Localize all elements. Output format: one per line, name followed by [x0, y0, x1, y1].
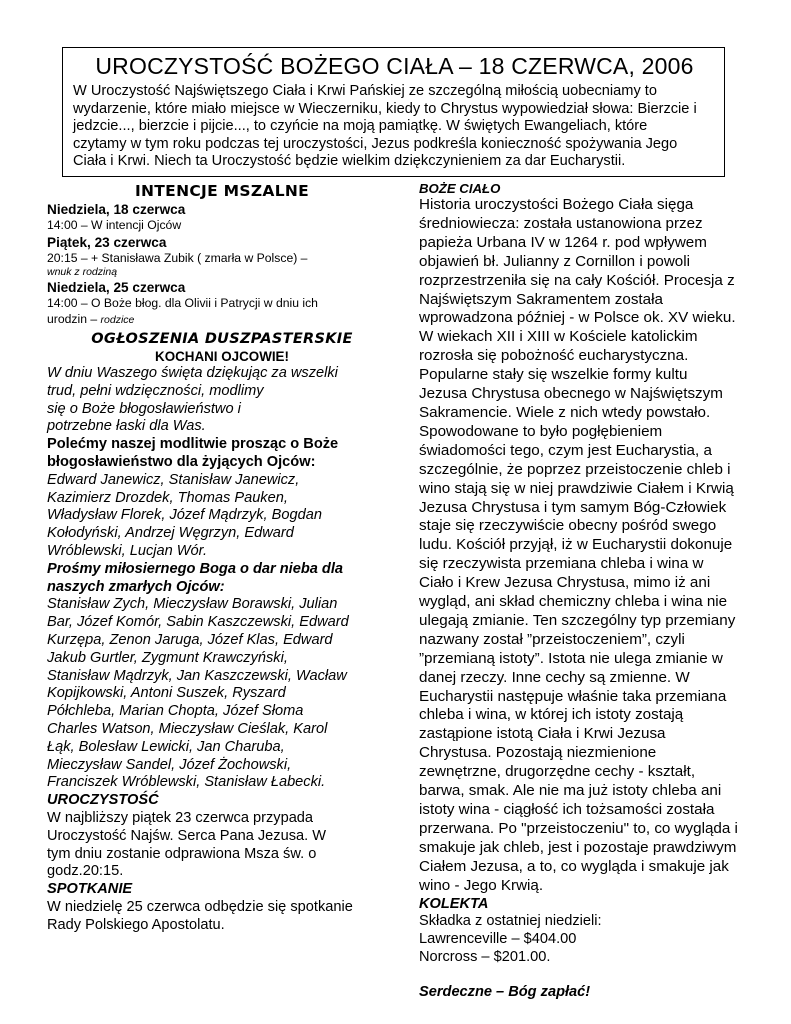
header-box: [62, 47, 725, 177]
text-line: Ciało i Krew Jezusa Chrystusa, mimo iż ani: [419, 574, 711, 592]
text-line: Sakramencie. Wiele z nich wtedy powstało.: [419, 403, 711, 421]
text-line: istoty wina - ciągłość ich tożsamości została: [419, 801, 715, 818]
header-line: W Uroczystość Najświętszego Ciała i Krwi Pańskiej ze szczególną miłością uobecniamy to: [73, 83, 657, 99]
announcements-greeting: KOCHANI OJCOWIE!: [155, 349, 289, 364]
text-line: W najbliższy piątek 23 czerwca przypada: [47, 809, 314, 826]
text-line: Franciszek Wróblewski, Stanisław Łabecki.: [47, 774, 326, 791]
meeting-text: [47, 899, 397, 935]
text-line: rozprzestrzeniła się na cały Kościół. Procesja z: [419, 271, 735, 289]
text-line: Władysław Florek, Józef Mądrzyk, Bogdan: [47, 507, 322, 524]
right-column: [419, 181, 739, 1002]
text-line: Chrystusa. Pozostają niezmienione: [419, 744, 657, 762]
intention-entry: 20:15 – + Stanisława Zubik ( zmarła w Polsce) –: [47, 250, 308, 265]
text-line: Prośmy miłosiernego Boga o dar nieba dla: [47, 560, 344, 577]
intention-entry-text: urodzin –: [47, 311, 98, 326]
collection-thanks: Serdeczne – Bóg zapłać!: [419, 983, 591, 1000]
text-line: Mieczysław Sandel, Józef Żochowski,: [47, 756, 292, 773]
collection-text: [419, 913, 739, 966]
text-line: naszych zmarłych Ojców:: [47, 578, 225, 595]
text-line: Rady Polskiego Apostolatu.: [47, 916, 225, 933]
spacer: [419, 967, 739, 984]
solemnity-title: UROCZYSTOŚĆ: [47, 792, 159, 809]
text-line: Kopijkowski, Antoni Suszek, Ryszard: [47, 685, 286, 702]
text-line: barwa, smak. Ale nie ma już istoty chleba ani: [419, 782, 722, 800]
text-line: Lawrenceville – $404.00: [419, 931, 577, 948]
text-line: ulegają zmianie. Ten szczególny typ przemiany: [419, 611, 736, 629]
text-line: Kurzępa, Zenon Jaruga, Józef Klas, Edward: [47, 631, 333, 648]
text-line: Jezusa Chrystusa i tym samym Bóg-Człowiek: [419, 498, 727, 516]
header-line: czytamy w tym roku podczas tej uroczystości, Jezus podkreśla konieczność spożywania Jego: [73, 135, 678, 152]
text-line: Spowodowane to było pogłębieniem: [419, 422, 663, 440]
announcements-wish: [47, 365, 397, 436]
text-line: błogosławieństwo dla żyjących Ojców:: [47, 453, 316, 470]
text-line: papieża Urbana IV w 1264 r. pod wpływem: [419, 233, 707, 251]
text-line: wino stają się w niej prawdziwie Ciałem i Krwią: [419, 479, 734, 497]
text-line: objawień bł. Julianny z Cornillon i powoli: [419, 252, 690, 270]
page-title: UROCZYSTOŚĆ BOŻEGO CIAŁA – 18 CZERWCA, 2006: [95, 53, 694, 79]
intentions-list: [47, 201, 397, 327]
text-line: Eucharystii następuje właśnie taka przemiana: [419, 687, 727, 705]
text-line: Edward Janewicz, Stanisław Janewicz,: [47, 471, 300, 488]
text-line: W dniu Waszego święta dziękując za wszelki: [47, 365, 338, 381]
text-line: W niedzielę 25 czerwca odbędzie się spotkanie: [47, 898, 353, 915]
text-line: Składka z ostatniej niedzieli:: [419, 913, 602, 930]
announcements-title: OGŁOSZENIA DUSZPASTERSKIE: [91, 331, 353, 347]
text-line: tym dniu zostanie odprawiona Msza św. o: [47, 845, 317, 862]
text-line: szczególnie, że poprzez przeistoczenie chleb i: [419, 460, 731, 478]
text-line: Stanisław Zych, Mieczysław Borawski, Julian: [47, 596, 338, 613]
text-line: Ciałem Jezusa, a to, co wygląda i smakuje jak: [419, 857, 729, 875]
header-line: Ciała i Krwi. Niech ta Uroczystość będzie wielkim dziękczynieniem za dar Eucharystii.: [73, 153, 626, 170]
text-line: staje się rzeczywiście obecny pośród swego: [419, 517, 717, 535]
intention-entry: 14:00 – W intencji Ojców: [47, 218, 182, 232]
intention-entry: 14:00 – O Boże błog. dla Olivii i Patrycji w dniu ich: [47, 296, 318, 310]
intention-date: Niedziela, 25 czerwca: [47, 280, 186, 295]
header-line: wydarzenie, które miało miejsce w Wieczerniku, kiedy to Chrystus wypowiedział słowa: Bierzcie i: [73, 100, 697, 117]
text-line: ludu. Kościół przyjął, iż w Eucharystii dokonuje: [419, 536, 733, 554]
collection-title: KOLEKTA: [419, 895, 489, 912]
text-line: Popularne stały się wszelkie formy kultu: [419, 366, 688, 384]
text-line: Polećmy naszej modlitwie prosząc o Boże: [47, 436, 339, 453]
text-line: zastąpione istotą Ciała i Krwi Jezusa: [419, 725, 666, 743]
solemnity-text: [47, 810, 397, 881]
text-line: chleba i wina, w której ich istoty zostają: [419, 706, 684, 724]
text-line: Stanisław Mądrzyk, Jan Kaszczewski, Wacław: [47, 667, 347, 684]
text-line: wino - Jego Krwią.: [419, 876, 544, 894]
intentions-title: INTENCJE MSZALNE: [134, 182, 310, 200]
text-line: Jakub Gurtler, Zygmunt Krawczyński,: [47, 649, 288, 666]
intention-note: wnuk z rodziną: [47, 266, 118, 278]
left-column: [47, 182, 397, 935]
intention-date: Niedziela, 18 czerwca: [47, 202, 186, 217]
corpus-christi-title: BOŻE CIAŁO: [419, 181, 501, 196]
intention-entry-cont: [47, 312, 397, 328]
text-line: smakuje jak chleb, jest i pozostaje prawdziwym: [419, 838, 737, 856]
text-line: potrzebne łaski dla Was.: [47, 418, 206, 435]
text-line: Uroczystość Najśw. Serca Pana Jezusa. W: [47, 827, 326, 844]
deceased-fathers-names: [47, 596, 397, 792]
text-line: Kołodyński, Andrzej Węgrzyn, Edward: [47, 525, 294, 542]
text-line: Charles Watson, Mieczysław Cieślak, Karol: [47, 720, 328, 737]
text-line: świadomości tego, czym jest Eucharystia, a: [419, 441, 712, 459]
text-line: W wiekach XII i XIII w Kościele katolickim: [419, 328, 698, 346]
living-fathers-heading: [47, 436, 397, 472]
header-line: jedzcie..., bierzcie i pijcie..., to czyńcie na moją pamiątkę. W świętych Ewangeliach, które: [73, 118, 648, 135]
living-fathers-names: [47, 472, 397, 561]
text-line: rozrosła się pobożność eucharystyczna.: [419, 347, 689, 365]
text-line: wygląd, ani skład chemiczny chleba i wina nie: [419, 593, 728, 611]
text-line: Łąk, Bolesław Lewicki, Jan Charuba,: [47, 738, 285, 755]
meeting-title: SPOTKANIE: [47, 881, 133, 898]
text-line: Bar, Józef Komór, Sabin Kaszczewski, Edward: [47, 614, 349, 631]
text-line: danej rzeczy. Inne cechy są zmienne. W: [419, 668, 690, 686]
text-line: Wróblewski, Lucjan Wór.: [47, 542, 208, 559]
text-line: Historia uroczystości Bożego Ciała sięga: [419, 196, 694, 213]
text-line: ”przemianą istoty”. Istota nie ulega zmianie w: [419, 649, 723, 667]
text-line: wprowadzona później - w Polsce ok. XV wieku.: [419, 309, 736, 327]
corpus-christi-text: [419, 196, 739, 896]
text-line: godz.20:15.: [47, 863, 124, 880]
text-line: Kazimierz Drozdek, Thomas Pauken,: [47, 489, 288, 506]
text-line: Najświętszym Sakramentem została: [419, 290, 663, 308]
intention-note: rodzice: [100, 313, 135, 326]
intention-date: Piątek, 23 czerwca: [47, 234, 167, 250]
text-line: Półchleba, Marian Chopta, Józef Słoma: [47, 703, 304, 720]
text-line: nazwany został ”przeistoczeniem”, czyli: [419, 630, 685, 648]
header-intro: [73, 83, 716, 171]
text-line: trud, pełni wdzięczności, modlimy: [47, 382, 264, 399]
text-line: się rzeczywista przemiana chleba i wina w: [419, 555, 704, 573]
text-line: Norcross – $201.00.: [419, 948, 551, 965]
text-line: zewnętrzne, drugorzędne cechy - kształt,: [419, 763, 696, 781]
text-line: Jezusa Chrystusa obecnego w Najświętszym: [419, 385, 723, 403]
text-line: średniowiecza: została ustanowiona przez: [419, 214, 703, 232]
deceased-fathers-heading: [47, 561, 397, 597]
text-line: przerwana. Po "przeistoczeniu" to, co wygląda i: [419, 819, 738, 837]
text-line: się o Boże błogosławieństwo i: [47, 400, 241, 417]
